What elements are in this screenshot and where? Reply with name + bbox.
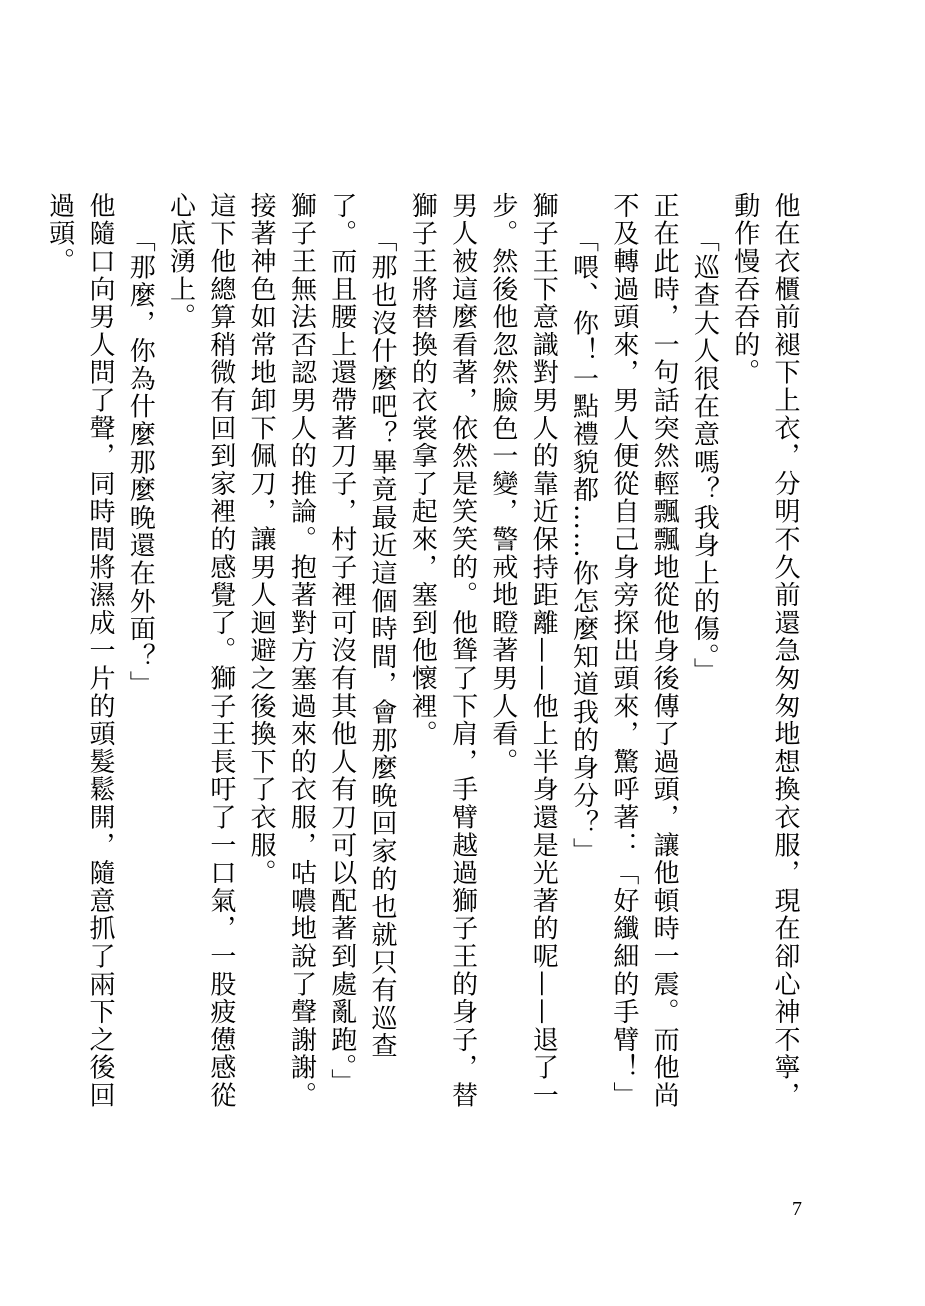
paragraph: 他在衣櫃前褪下上衣，分明不久前還急匆匆地想換衣服，現在卻心神不寧，動作慢吞吞的。 xyxy=(729,192,800,1110)
paragraph: 獅子王下意識對男人的靠近保持距離——他上半身還是光著的呢——退了一步。然後他忽然臉色一變，警戒地瞪著男人看。 xyxy=(487,192,559,1110)
paragraph: 「喂、你！一點禮貌都……你怎麼知道我的身分？」 xyxy=(568,225,599,866)
paragraph: 「那麼，你為什麼那麼晚還在外面？」 xyxy=(125,225,156,699)
paragraph: 「巡查大人很在意嗎？我身上的傷。」 xyxy=(689,225,720,686)
paragraph: 獅子王無法否認男人的推論。抱著對方塞過來的衣服，咕噥地說了聲謝謝。接著神色如常地卸下佩刀，讓男人迴避之後換下了衣服。 xyxy=(246,192,317,1110)
vertical-text-body xyxy=(44,192,805,1112)
paragraph: 「那也沒什麼吧？畢竟最近這個時間，會那麼晚回家的也就只有巡查了。而且腰上還帶著刀子，村子裡可沒有其他人有刀可以配著到處亂跑。」 xyxy=(326,192,398,1097)
page-number: 7 xyxy=(792,1198,802,1220)
paragraph: 這下他總算稍微有回到家裡的感覺了。獅子王長吁了一口氣，一股疲憊感從心底湧上。 xyxy=(165,192,236,1110)
paragraph: 正在此時，一句話突然輕飄飄地從他身後傳了過頭，讓他頓時一震。而他尚不及轉過頭來，男人便從自己身旁探出頭來，驚呼著：「好纖細的手臂！」 xyxy=(608,192,680,1110)
paragraph: 男人被這麼看著，依然是笑笑的。他聳了下肩，手臂越過獅子王的身子，替獅子王將替換的衣裳拿了起來，塞到他懷裡。 xyxy=(407,192,478,1110)
paragraph: 他隨口向男人問了聲，同時間將濕成一片的頭髮鬆開，隨意抓了兩下之後回過頭。 xyxy=(44,192,115,1110)
